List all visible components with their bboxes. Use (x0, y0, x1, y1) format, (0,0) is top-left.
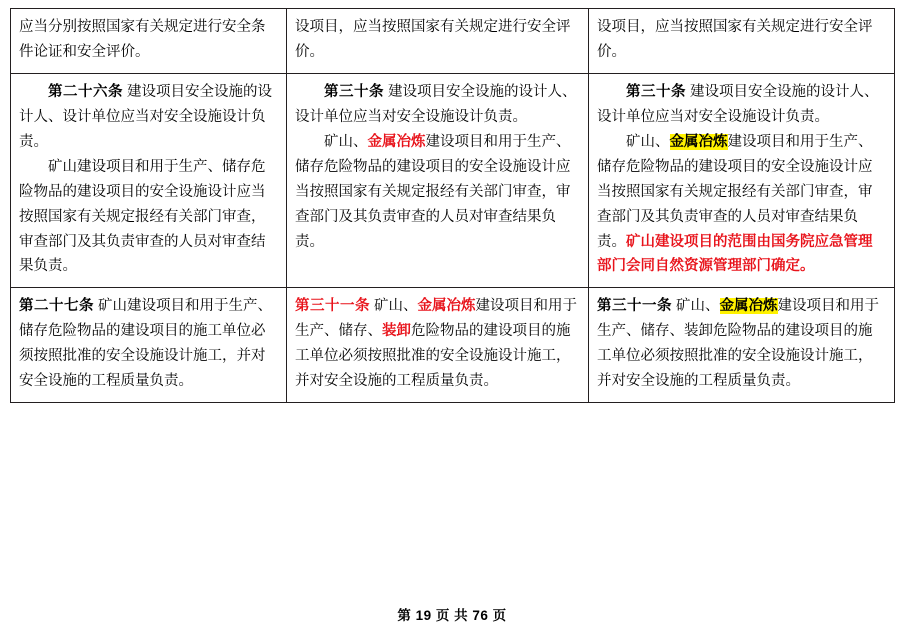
table-cell-r1c2 (287, 9, 589, 74)
text-run-art: 第二十六条 (48, 83, 123, 100)
table-cell-r3c1 (11, 288, 287, 403)
document-page (0, 8, 904, 634)
text-run: 矿山建设项目和用于生产、储存危险物品的建设项目的安全设施设计应当按照国家有关规定报经有关部门审查，审查部门及其负责审查的人员对审查结果负责。 (19, 158, 266, 275)
text-run-red-b: 装卸 (382, 323, 411, 340)
paragraph (597, 80, 886, 130)
text-run: 建设项目安全设施的设计人、设计单位应当对安全设施设计负责。 (19, 83, 273, 150)
text-run-red-b: 金属冶炼 (417, 298, 476, 315)
page-footer: 第 19 页 共 76 页 (397, 608, 507, 623)
text-run: 矿山、 (672, 298, 720, 315)
table-body (11, 9, 895, 403)
text-run-red-b: 矿山建设项目的范围由国务院应急管理部门会同自然资源管理部门确定。 (597, 233, 873, 275)
text-run: 应当分别按照国家有关规定进行安全条件论证和安全评价。 (19, 19, 266, 60)
text-run: 危险物品的建设项目的施工单位必须按照批准的安全设施设计施工，并对安全设施的工程质量负责。 (295, 323, 571, 390)
paragraph (19, 80, 278, 155)
paragraph (19, 294, 278, 394)
table-row (11, 73, 895, 288)
text-run-art: 第二十七条 (19, 298, 94, 315)
comparison-table (10, 8, 895, 403)
text-run-hl: 金属冶炼 (669, 133, 728, 150)
text-run-art: 第三十条 (626, 83, 686, 100)
paragraph (295, 294, 580, 394)
table-cell-r2c1 (11, 73, 287, 288)
text-run: 建设项目和用于生产、储存、 (295, 298, 578, 340)
text-run: 建设项目和用于生产、储存、装卸危险物品的建设项目的施工单位必须按照批准的安全设施设计施工，并对安全设施的工程质量负责。 (597, 298, 880, 390)
text-run: 矿山、 (626, 133, 670, 150)
paragraph (19, 155, 278, 280)
table-cell-r2c2 (287, 73, 589, 288)
text-run-hl: 金属冶炼 (719, 298, 778, 315)
paragraph (295, 15, 580, 65)
text-run: 矿山建设项目和用于生产、储存危险物品的建设项目的施工单位必须按照批准的安全设施设计施工，并对安全设施的工程质量负责。 (19, 298, 273, 390)
paragraph (597, 15, 886, 65)
table-cell-r1c3 (589, 9, 895, 74)
table-row (11, 9, 895, 74)
table-cell-r2c3 (589, 73, 895, 288)
text-run: 矿山、 (324, 133, 368, 150)
text-run: 矿山、 (370, 298, 418, 315)
text-run: 建设项目和用于生产、储存危险物品的建设项目的安全设施设计应当按照国家有关规定报经有关部门审查，审查部门及其负责审查的人员对审查结果负责。 (597, 133, 873, 250)
paragraph (295, 130, 580, 255)
table-row (11, 288, 895, 403)
paragraph (19, 15, 278, 65)
text-run: 建设项目安全设施的设计人、设计单位应当对安全设施设计负责。 (295, 83, 577, 125)
table-cell-r3c3 (589, 288, 895, 403)
paragraph (597, 130, 886, 280)
table-cell-r3c2 (287, 288, 589, 403)
text-run: 设项目，应当按照国家有关规定进行安全评价。 (295, 19, 571, 60)
text-run-art: 第三十一条 (597, 298, 672, 315)
paragraph (597, 294, 886, 394)
text-run: 建设项目和用于生产、储存危险物品的建设项目的安全设施设计应当按照国家有关规定报经有关部门审查，审查部门及其负责审查的人员对审查结果负责。 (295, 133, 571, 250)
text-run-art-red: 第三十一条 (295, 298, 370, 315)
text-run: 设项目，应当按照国家有关规定进行安全评价。 (597, 19, 873, 60)
table-cell-r1c1 (11, 9, 287, 74)
text-run-red-b: 金属冶炼 (367, 133, 426, 150)
paragraph (295, 80, 580, 130)
text-run: 建设项目安全设施的设计人、设计单位应当对安全设施设计负责。 (597, 83, 879, 125)
text-run-art: 第三十条 (324, 83, 384, 100)
